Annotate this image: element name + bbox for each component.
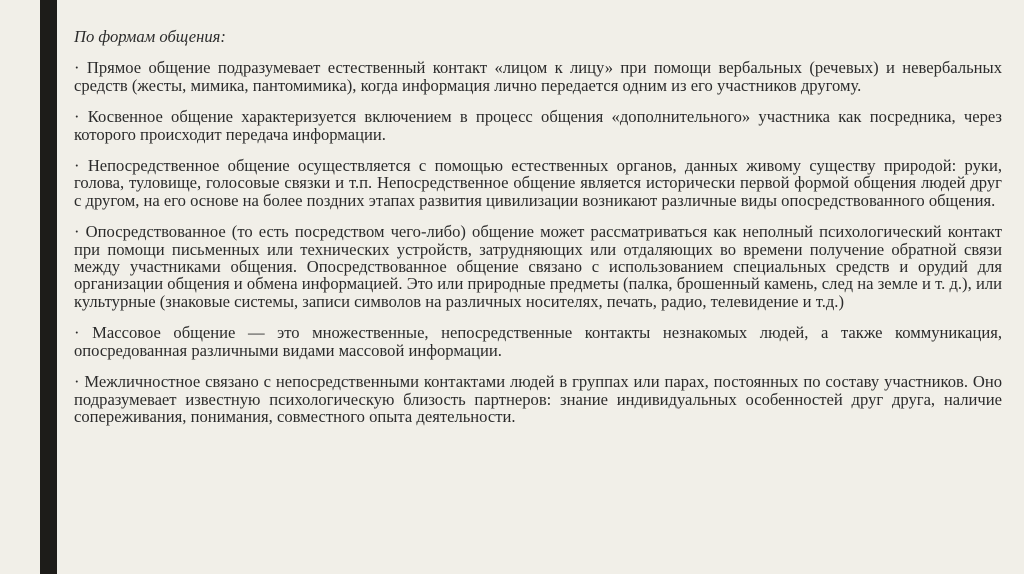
side-accent-bar [40, 0, 57, 574]
paragraph-interpersonal-communication: · Межличностное связано с непосредственными контактами людей в группах или парах, постоянных по составу участников. Оно подразумевает известную психологическую близость партнеров: знание индивидуальных особенностей друг друга, наличие сопереживания, понимания, совместного опыта деятельности. [74, 372, 1002, 426]
slide-heading: По формам общения: [74, 27, 226, 46]
paragraph-direct-communication: · Прямое общение подразумевает естественный контакт «лицом к лицу» при помощи вербальных (речевых) и невербальных средств (жесты, мимика, пантомимика), когда информация лично передается одним из его участников другому. [74, 58, 1002, 95]
slide-content [74, 28, 1002, 425]
paragraph-indirect-communication: · Косвенное общение характеризуется включением в процесс общения «дополнительного» участника как посредника, через которого происходит передача информации. [74, 107, 1002, 144]
paragraph-mediated-communication: · Опосредствованное (то есть посредством чего-либо) общение может рассматриваться как неполный психологический контакт при помощи письменных или технических устройств, затрудняющих или отдаляющих во времени получение обратной связи между участниками общения. Опосредствованное общение связано с использованием специальных средств и орудий для организации общения и обмена информацией. Это или природные предметы (палка, брошенный камень, след на земле и т. д.), или культурные (знаковые системы, записи символов на различных носителях, печать, радио, телевидение и т.д.) [74, 222, 1002, 311]
paragraph-immediate-communication: · Непосредственное общение осуществляется с помощью естественных органов, данных живому существу природой: руки, голова, туловище, голосовые связки и т.п. Непосредственное общение является исторически первой формой общения людей друг с другом, на его основе на более поздних этапах развития цивилизации возникают различные виды опосредствованного общения. [74, 156, 1002, 210]
paragraph-mass-communication: · Массовое общение — это множественные, непосредственные контакты незнакомых людей, а также коммуникация, опосредованная различными видами массовой информации. [74, 323, 1002, 360]
